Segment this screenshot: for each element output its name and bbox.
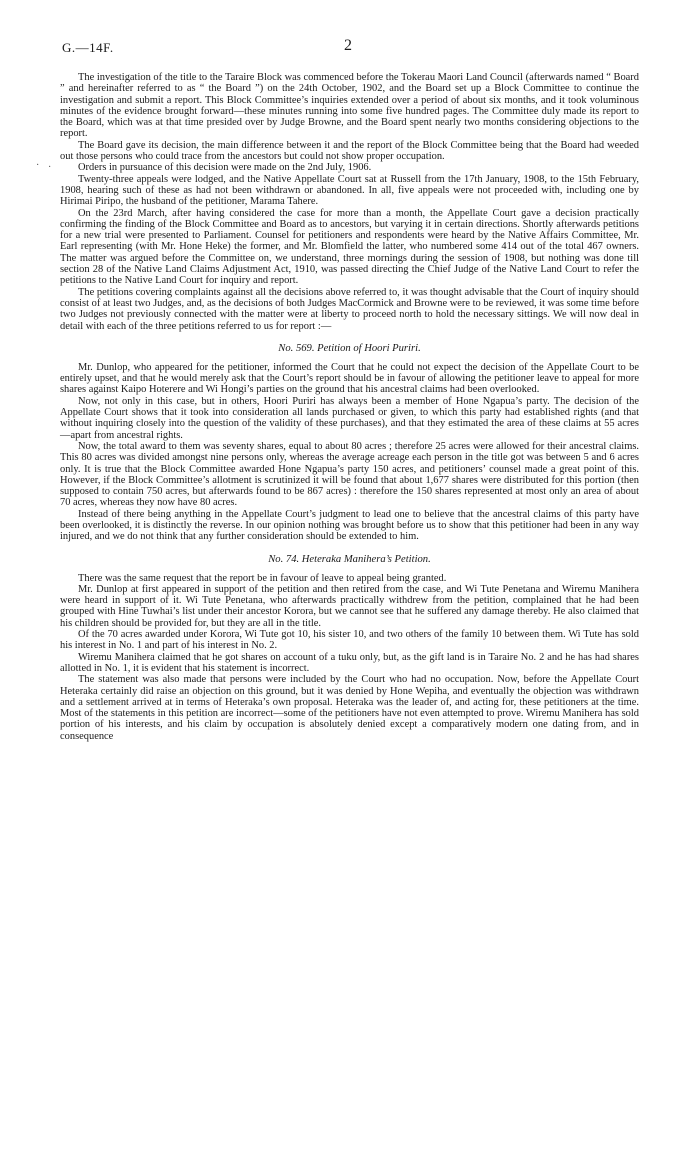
section-heading-petition-569: No. 569. Petition of Hoori Puriri. xyxy=(278,342,421,354)
section-heading-petition-74: No. 74. Heteraka Manihera’s Petition. xyxy=(268,553,431,565)
document-reference: G.—14F. xyxy=(62,40,114,55)
paragraph: Wiremu Manihera claimed that he got shares on account of a tuku only, but, as the gift land is in Taraire No. 2 and he has had shares allotted in No. 1, it is evident that his statement is incorrect. xyxy=(60,651,639,674)
paragraph: Of the 70 acres awarded under Korora, Wi Tute got 10, his sister 10, and two others of the family 10 between them. Wi Tute has sold his interest in No. 1 and part of his interest in No. 2. xyxy=(60,629,639,652)
paragraph: Mr. Dunlop at first appeared in support of the petition and then retired from the case, and Wi Tute Penetana and Wiremu Manihera were heard in support of it. Wi Tute Penetana, who afterwards practically withdrew from the petition, complained that he had been grouped with Hine Tuwhai’s list under their ancestor Korora, but we cannot see that he suffered any damage thereby. He also claimed that his children should be provided for, but they are all in the title. xyxy=(60,583,639,629)
page-header xyxy=(62,37,638,56)
paragraph: Now, not only in this case, but in others, Hoori Puriri has always been a member of Hone Ngapua’s party. The decision of the Appellate Court shows that it took into consideration all lands purchased or given, to which this party had established rights (and that without inquiring closely into the question of the validity of these purchases), and that they estimated the area of these claims at 55 acres —apart from ancestral rights. xyxy=(60,395,639,441)
paragraph: Twenty-three appeals were lodged, and the Native Appellate Court sat at Russell from the 17th January, 1908, to the 15th February, 1908, hearing such of these as had not been withdrawn or abandoned. In all, five appeals were not proceeded with, including one by Hirimai Piripo, the husband of the petitioner, Marama Tahere. xyxy=(60,173,639,208)
document-body xyxy=(60,72,639,742)
page-number: 2 xyxy=(344,37,352,54)
paragraph: There was the same request that the report be in favour of leave to appeal being granted. xyxy=(78,572,447,584)
paragraph: The statement was also made that persons were included by the Court who had no occupation. Now, before the Appellate Court Heteraka certainly did raise an objection on this ground, but it was denied by Hone Wepiha, and eventually the objection was withdrawn and a settlement arrived at in terms of Heteraka’s own proposal. Heteraka was the leader of, and acting for, these petitioners at the time. Most of the statements in this petition are incorrect—some of the petitioners have not even attempted to prove. Wiremu Manihera has sold portion of his interests, and his claim by occupation is absolutely denied except a comparatively modern one dating from, and in consequence xyxy=(60,674,639,742)
paragraph: Mr. Dunlop, who appeared for the petitioner, informed the Court that he could not expect the decision of the Appellate Court to be entirely upset, and that he would merely ask that the Court’s report should be in favour of allowing the petitioner leave to appeal for more shares against Kaipo Hoterere and Wi Hongi’s parties on the ground that his ancestral claims had been overlooked. xyxy=(60,361,639,396)
margin-mark: · xyxy=(36,160,40,171)
paragraph: The Board gave its decision, the main difference between it and the report of the Block Committee being that the Board had weeded out those persons who could trace from the ancestors but could not show proper occupation. xyxy=(60,139,639,163)
paragraph: The investigation of the title to the Taraire Block was commenced before the Tokerau Maori Land Council (afterwards named “ Board ” and hereinafter referred to as “ the Board ”) on the 24th October, 1902, and the Board set up a Block Committee to continue the investigation and submit a report. This Block Committee’s inquiries extended over a period of about six months, and it took voluminous minutes of the evidence brought forward—these minutes running into some five hundred pages. The Committee duly made its report to the Board, which was at that time presided over by Judge Browne, and the Board spent nearly two months considering objections to the report. xyxy=(60,72,639,140)
paragraph: On the 23rd March, after having considered the case for more than a month, the Appellate Court gave a decision practically confirming the finding of the Block Committee and Board as to ancestors, but varying it in certain directions. Shortly afterwards petitions for a new trial were presented to Parliament. Counsel for petitioners and respondents were heard by the Native Affairs Committee, Mr. Earl representing (with Mr. Hone Heke) the former, and Mr. Blomfield the latter, who numbered some 414 out of the total 467 owners. The matter was argued before the Committee on, we understand, three mornings during the session of 1908, but nothing was done till section 28 of the Native Land Claims Adjustment Act, 1910, was passed directing the Chief Judge of the Native Land Court to refer the petitions to the Native Land Court for inquiry and report. xyxy=(60,207,639,287)
paragraph: Orders in pursuance of this decision were made on the 2nd July, 1906. xyxy=(78,162,372,174)
margin-mark: · xyxy=(48,162,52,173)
paragraph: The petitions covering complaints against all the decisions above referred to, it was thought advisable that the Court of inquiry should consist of at least two Judges, and, as the decisions of both Judges MacCormick and Browne were to be reviewed, it was some time before two Judges not previously connected with the matter were at liberty to proceed north to hold the necessary sittings. We will now deal in detail with each of the three petitions referred to us for report :— xyxy=(60,286,639,332)
paragraph: Instead of there being anything in the Appellate Court’s judgment to lead one to believe that the ancestral claims of this party have been overlooked, it is distinctly the reverse. In our opinion nothing was brought before us to show that this petitioner had been in any way injured, and we do not think that any further consideration should be extended to him. xyxy=(60,508,639,543)
paragraph: Now, the total award to them was seventy shares, equal to about 80 acres ; therefore 25 acres were allowed for their ancestral claims. This 80 acres was divided amongst nine persons only, whereas the average acreage each person in the title got was between 5 and 6 acres only. It is true that the Block Committee awarded Hone Ngapua’s party 150 acres, and petitioners’ counsel made a great point of this. However, if the Block Committee’s allotment is scrutinized it will be found that about 1,677 shares were distributed for this portion (then supposed to contain 750 acres, but afterwards found to be 867 acres) : therefore the 150 shares represented at most only an area of about 70 acres, whereas they now have 80 acres. xyxy=(60,440,639,509)
